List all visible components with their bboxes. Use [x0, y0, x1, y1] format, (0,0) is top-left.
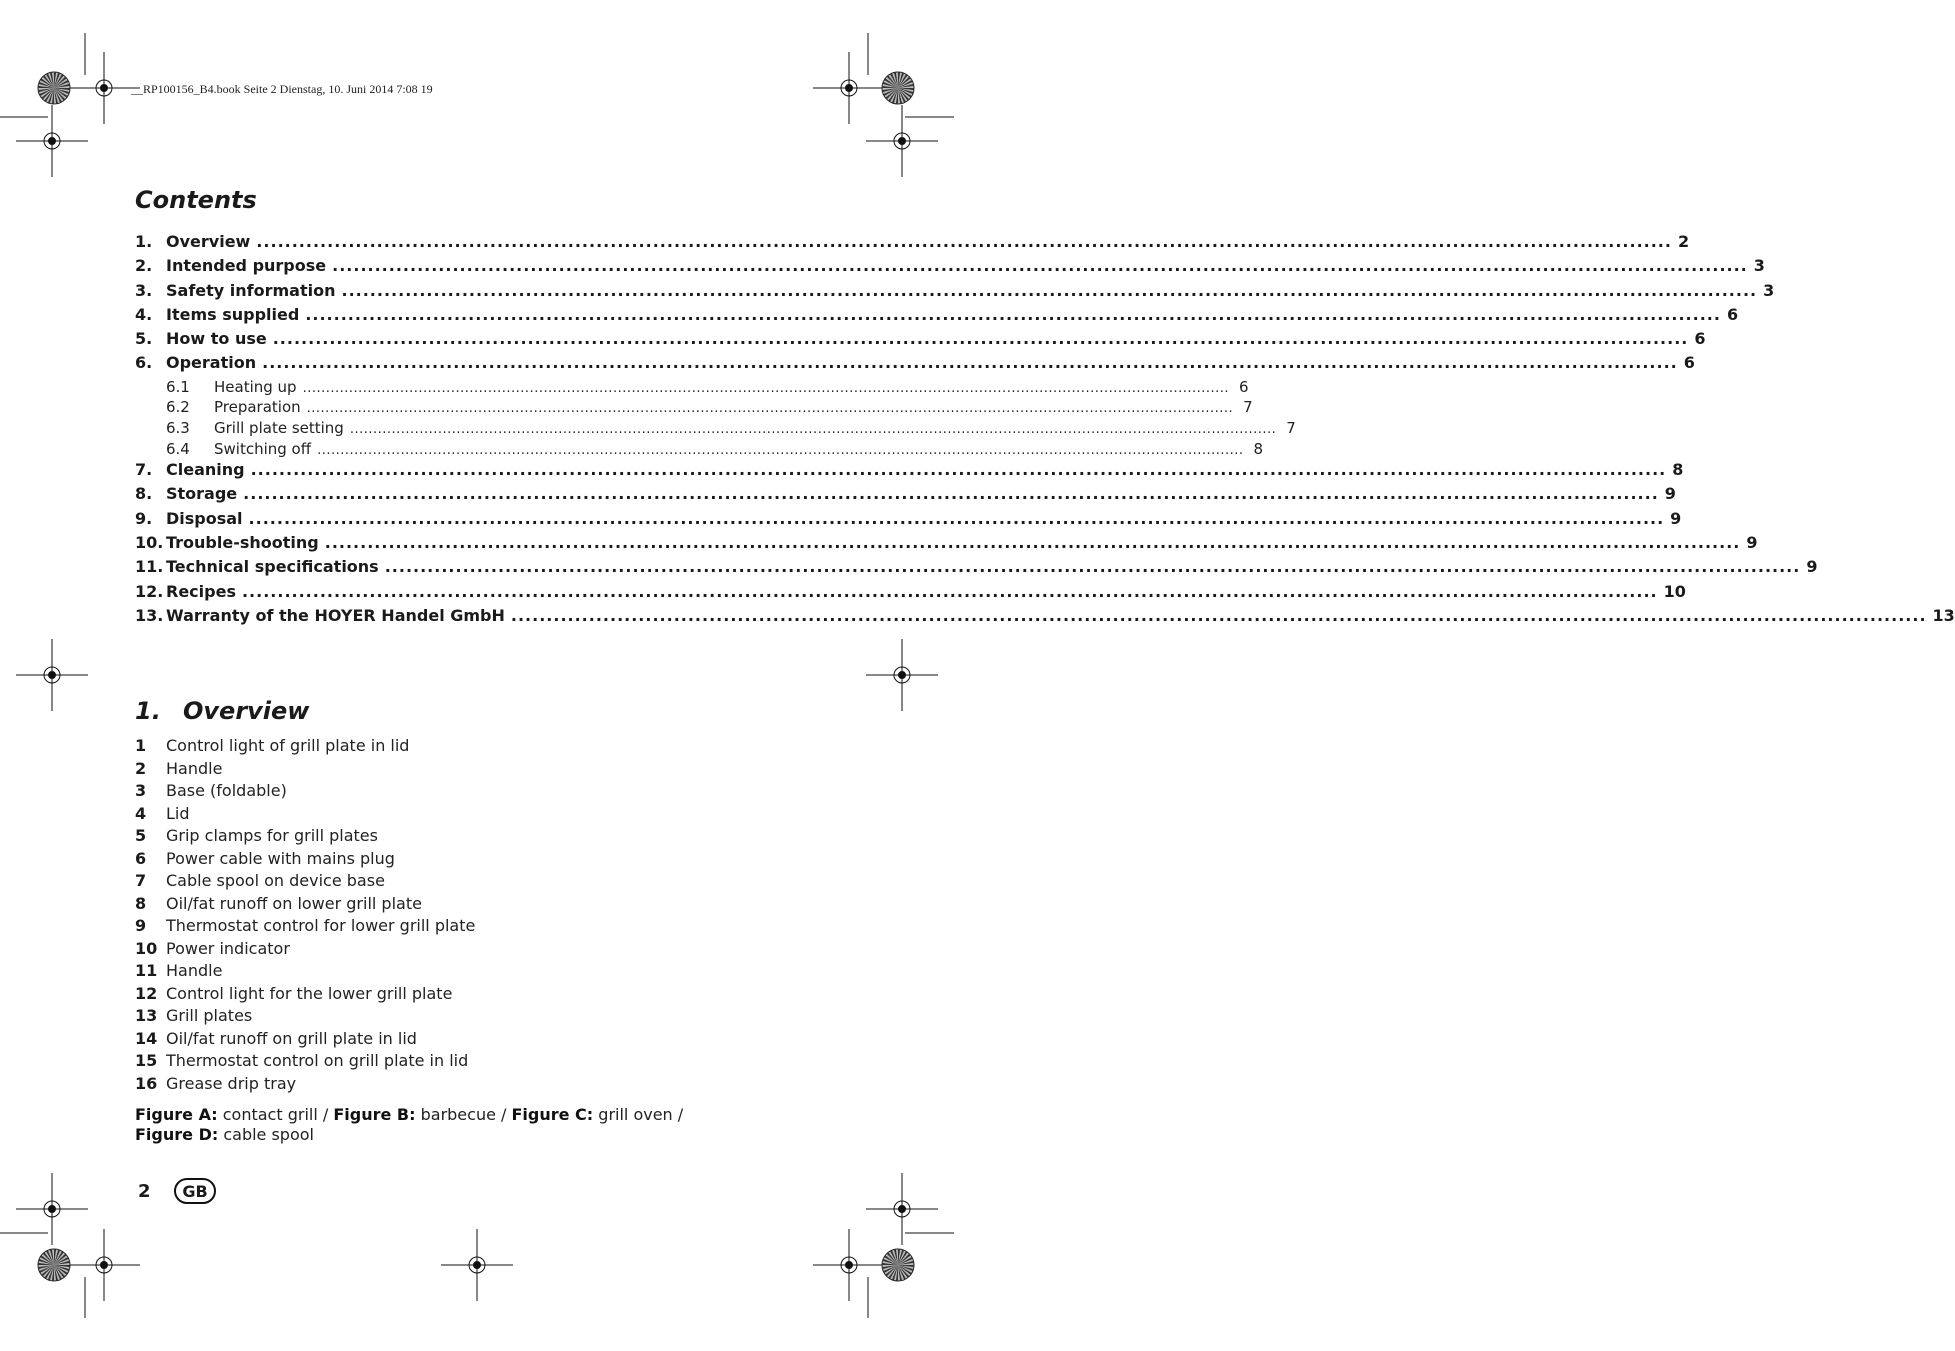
part-description: Oil/fat runoff on lower grill plate [166, 893, 422, 913]
toc-item [135, 398, 1253, 419]
part-description: Power indicator [166, 938, 290, 958]
toc-item-number: 6. [135, 353, 153, 373]
part-item [135, 894, 775, 917]
parts-list [135, 736, 775, 1096]
toc-leader-dots: ........................................................................................................................................................................................................ [250, 460, 1667, 480]
registration-mark [813, 1229, 885, 1301]
part-number: 8 [135, 893, 147, 913]
registration-mark [813, 52, 885, 124]
registration-mark [866, 105, 938, 177]
part-item [135, 1029, 775, 1052]
toc-leader-dots: ........................................................................................................................................................................................................ [256, 232, 1672, 251]
toc-leader-dots: ........................................................................................................................................................................................................ [248, 508, 1665, 528]
toc-item-page: 3 [1763, 280, 1775, 300]
toc-item-number: 8. [135, 484, 153, 504]
part-item [135, 849, 775, 872]
table-of-contents [135, 232, 1955, 630]
toc-item-page: 9 [1746, 533, 1758, 553]
toc-item-label: Trouble-shooting [166, 533, 319, 553]
part-item [135, 1006, 775, 1029]
figure-c-label: Figure C: [511, 1105, 594, 1124]
part-number: 2 [135, 758, 147, 778]
registration-mark [68, 52, 140, 124]
overview-heading-number: 1. [135, 697, 161, 725]
toc-item [135, 329, 1706, 353]
toc-item-number: 12. [135, 581, 164, 601]
toc-item-label: Cleaning [166, 460, 245, 480]
registration-mark [16, 1173, 88, 1245]
toc-item-page: 10 [1663, 581, 1686, 601]
toc-item-label: Overview [166, 232, 251, 251]
toc-item-label: How to use [166, 329, 267, 349]
color-target-mark [38, 72, 70, 104]
toc-item-label: Preparation [214, 398, 301, 417]
part-number: 12 [135, 983, 158, 1003]
part-item [135, 1074, 775, 1097]
toc-leader-dots: ........................................................................................................................................................................................................ [305, 304, 1721, 324]
part-number: 11 [135, 961, 158, 980]
toc-item-number: 13. [135, 605, 164, 625]
part-description: Control light for the lower grill plate [166, 983, 453, 1003]
toc-item-label: Safety information [166, 280, 336, 300]
part-number: 15 [135, 1051, 158, 1070]
registration-mark [441, 1229, 513, 1301]
toc-item-number: 1. [135, 232, 153, 251]
toc-item [135, 460, 1684, 484]
toc-item-label: Warranty of the HOYER Handel GmbH [166, 605, 505, 625]
toc-item-number: 6.4 [166, 439, 190, 458]
part-description: Cable spool on device base [166, 871, 385, 890]
part-number: 5 [135, 826, 147, 845]
part-description: Base (foldable) [166, 781, 287, 800]
toc-item-page: 8 [1253, 439, 1264, 458]
toc-item-label: Items supplied [166, 304, 300, 324]
toc-item-number: 3. [135, 280, 153, 300]
toc-item [135, 256, 1765, 280]
toc-leader-dots: ........................................................................................................................................................................................................ [302, 380, 1230, 396]
figure-d-label: Figure D: [135, 1125, 219, 1144]
part-item [135, 781, 775, 804]
part-number: 9 [135, 916, 147, 935]
part-number: 1 [135, 736, 147, 755]
toc-item-page: 7 [1286, 418, 1296, 437]
toc-item [135, 533, 1758, 557]
overview-heading [135, 697, 309, 725]
toc-item-page: 9 [1670, 508, 1682, 528]
toc-item [135, 280, 1775, 305]
toc-item-label: Recipes [166, 581, 236, 601]
toc-item-number: 6.3 [166, 418, 190, 437]
toc-item-label: Technical specifications [166, 557, 379, 577]
toc-item [135, 581, 1686, 606]
part-number: 16 [135, 1073, 158, 1093]
toc-leader-dots: ........................................................................................................................................................................................................ [243, 484, 1659, 504]
toc-item-label: Intended purpose [166, 256, 327, 276]
page-footer [138, 1178, 216, 1204]
toc-item [135, 418, 1296, 440]
contents-title: Contents [135, 186, 257, 214]
toc-leader-dots: ........................................................................................................................................................................................................ [272, 329, 1689, 349]
toc-item [135, 439, 1264, 461]
part-description: Control light of grill plate in lid [166, 736, 410, 755]
toc-item-number: 10. [135, 533, 164, 553]
toc-item-page: 3 [1753, 256, 1765, 276]
toc-item-label: Disposal [166, 508, 243, 528]
figure-d-text: cable spool [218, 1125, 314, 1144]
registration-mark [16, 105, 88, 177]
part-description: Thermostat control for lower grill plate [166, 916, 476, 935]
toc-item-number: 6.2 [166, 398, 190, 417]
figure-legend [135, 1105, 683, 1145]
toc-item [135, 304, 1739, 329]
toc-item-number: 5. [135, 329, 153, 349]
registration-mark [16, 639, 88, 711]
toc-leader-dots: ........................................................................................................................................................................................................ [349, 421, 1277, 437]
overview-heading-title: Overview [183, 697, 310, 725]
part-item [135, 916, 775, 939]
part-number: 6 [135, 848, 147, 868]
part-number: 10 [135, 938, 158, 958]
part-item [135, 804, 775, 827]
toc-item-label: Switching off [214, 439, 312, 458]
part-number: 13 [135, 1006, 158, 1025]
part-description: Lid [166, 803, 190, 823]
color-target-mark [882, 1249, 914, 1281]
toc-leader-dots: ........................................................................................................................................................................................................ [241, 581, 1658, 601]
registration-mark [866, 1173, 938, 1245]
part-item [135, 759, 775, 782]
toc-leader-dots: ........................................................................................................................................................................................................ [384, 557, 1801, 577]
part-description: Grill plates [166, 1006, 253, 1025]
toc-item-number: 9. [135, 508, 153, 528]
part-item [135, 961, 775, 984]
language-badge: GB [174, 1178, 216, 1204]
toc-item [135, 377, 1249, 399]
toc-item-number: 11. [135, 557, 164, 577]
part-description: Grease drip tray [166, 1073, 297, 1093]
part-item [135, 984, 775, 1007]
registration-mark [68, 1229, 140, 1301]
toc-leader-dots: ........................................................................................................................................................................................................ [306, 401, 1234, 417]
toc-item-number: 7. [135, 460, 153, 480]
part-description: Grip clamps for grill plates [166, 826, 378, 845]
toc-item-number: 6.1 [166, 377, 190, 396]
part-item [135, 871, 775, 894]
print-file-info: __RP100156_B4.book Seite 2 Dienstag, 10. Juni 2014 7:08 19 [131, 82, 433, 96]
figure-a-label: Figure A: [135, 1105, 218, 1124]
toc-item-label: Grill plate setting [214, 418, 344, 437]
part-number: 7 [135, 871, 147, 890]
toc-item-page: 7 [1243, 398, 1253, 417]
toc-item-label: Heating up [214, 377, 297, 396]
part-number: 14 [135, 1028, 158, 1048]
part-description: Oil/fat runoff on grill plate in lid [166, 1028, 417, 1048]
toc-leader-dots: ........................................................................................................................................................................................................ [510, 605, 1927, 625]
toc-item-page: 13 [1932, 605, 1955, 625]
part-item [135, 736, 775, 759]
toc-item [135, 508, 1682, 533]
toc-item [135, 353, 1695, 377]
figure-b-text: barbecue / [415, 1105, 512, 1124]
part-item [135, 939, 775, 962]
toc-leader-dots: ........................................................................................................................................................................................................ [332, 256, 1748, 276]
part-number: 3 [135, 781, 147, 800]
toc-item [135, 605, 1955, 630]
part-item [135, 1051, 775, 1074]
toc-item-page: 6 [1239, 377, 1249, 396]
toc-item-page: 6 [1683, 353, 1695, 373]
toc-item-page: 9 [1806, 557, 1818, 577]
toc-leader-dots: ........................................................................................................................................................................................................ [324, 533, 1741, 553]
toc-item [135, 232, 1690, 256]
toc-item-label: Operation [166, 353, 257, 373]
registration-mark [866, 639, 938, 711]
toc-leader-dots: ........................................................................................................................................................................................................ [262, 353, 1678, 373]
part-description: Handle [166, 961, 223, 980]
color-target-mark [882, 72, 914, 104]
toc-item [135, 557, 1818, 581]
toc-item-page: 2 [1677, 232, 1690, 251]
toc-item-label: Storage [166, 484, 238, 504]
figure-c-text: grill oven / [593, 1105, 684, 1124]
toc-leader-dots: ........................................................................................................................................................................................................ [341, 280, 1758, 300]
part-description: Thermostat control on grill plate in lid [166, 1051, 469, 1070]
part-description: Handle [166, 758, 223, 778]
toc-item [135, 484, 1676, 508]
toc-item-page: 6 [1726, 304, 1739, 324]
toc-item-page: 9 [1664, 484, 1676, 504]
toc-item-page: 8 [1672, 460, 1684, 480]
part-item [135, 826, 775, 849]
part-number: 4 [135, 803, 147, 823]
color-target-mark [38, 1249, 70, 1281]
figure-a-text: contact grill / [217, 1105, 334, 1124]
figure-b-label: Figure B: [333, 1105, 416, 1124]
part-description: Power cable with mains plug [166, 848, 395, 868]
toc-leader-dots: ........................................................................................................................................................................................................ [317, 442, 1244, 458]
toc-item-number: 4. [135, 304, 153, 324]
toc-item-number: 2. [135, 256, 153, 276]
toc-item-page: 6 [1694, 329, 1706, 349]
page-number: 2 [138, 1180, 151, 1202]
